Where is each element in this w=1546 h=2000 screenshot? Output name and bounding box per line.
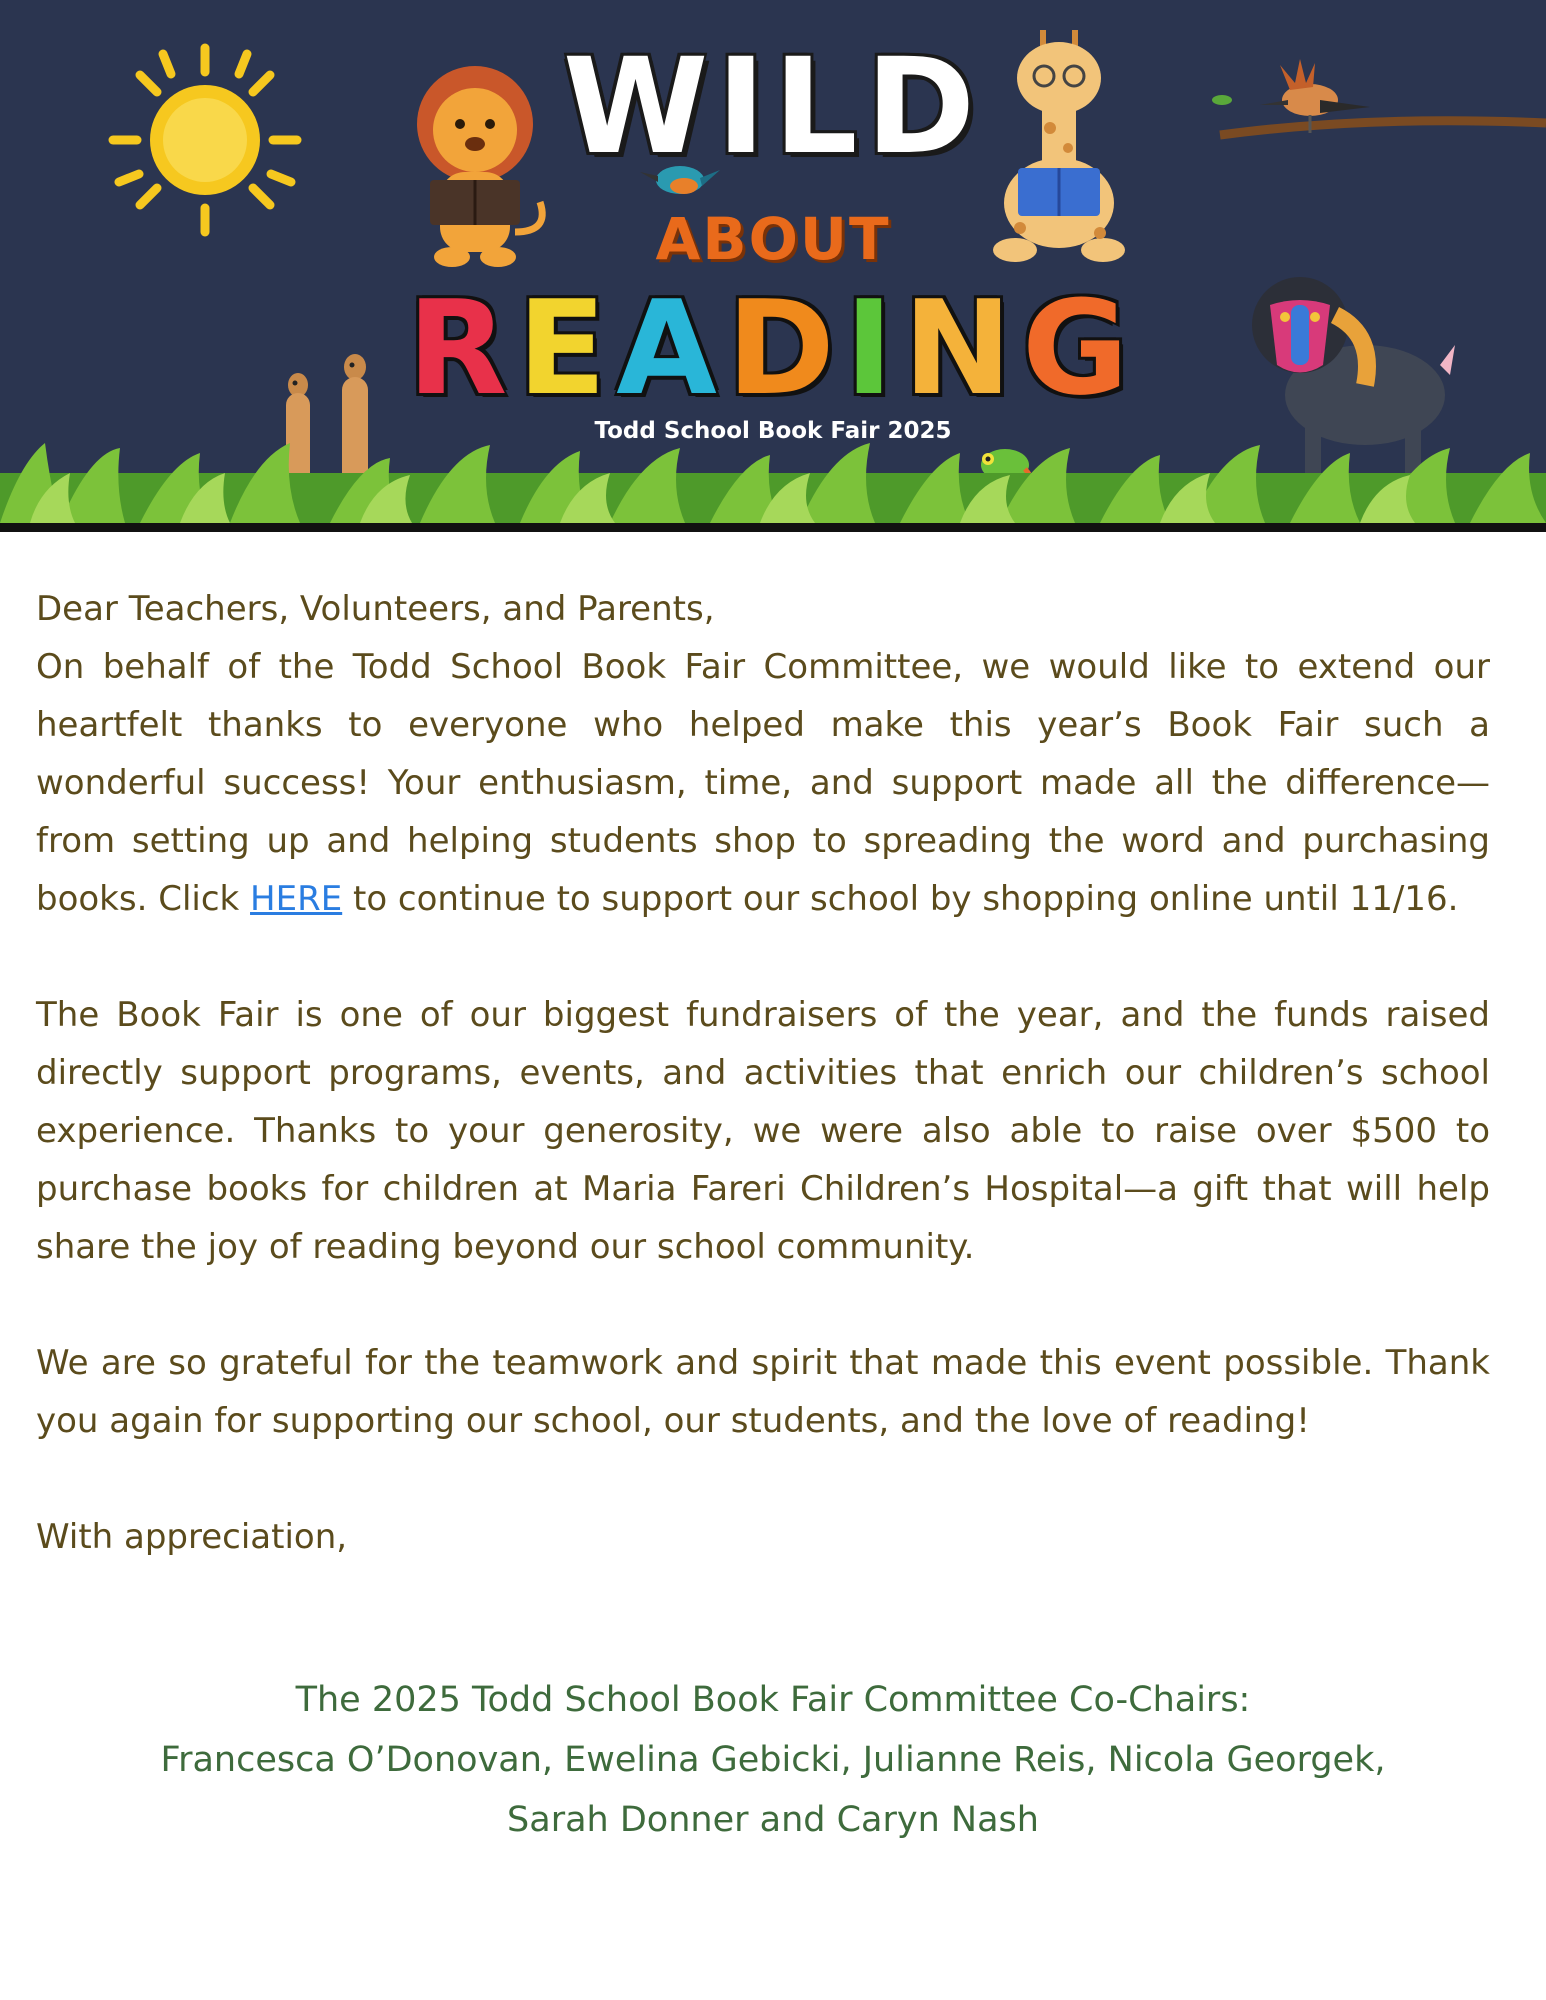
signature-line-names: Francesca O’Donovan, Ewelina Gebicki, Julianne Reis, Nicola Georgek,	[160, 1740, 1386, 1780]
paragraph-spacer	[36, 1276, 1490, 1334]
letter-body	[36, 580, 1490, 1566]
banner-title-wild: WILD	[562, 30, 984, 184]
paragraph-1-text: On behalf of the Todd School Book Fair Committee, we would like to extend our heartfelt thanks to everyone who helped make this year’s Book Fair such a wonderful success! Your enthusiasm, time, and support made all the difference—from setting up and helping students shop to spreading the word and purchasing books. Click	[36, 647, 1490, 919]
reading-letter: A	[616, 272, 727, 424]
reading-letter: G	[1021, 272, 1139, 424]
reading-letter: D	[726, 272, 845, 424]
shop-online-link[interactable]: HERE	[250, 879, 343, 919]
reading-letter: E	[517, 272, 617, 424]
signature-block	[0, 1670, 1546, 1850]
letter-greeting: Dear Teachers, Volunteers, and Parents,	[36, 589, 715, 629]
banner-subtitle: Todd School Book Fair 2025	[594, 418, 952, 444]
signature-line-names-end: Sarah Donner and Caryn Nash	[507, 1800, 1039, 1840]
letter-paragraph-1	[36, 638, 1490, 928]
paragraph-1-text-end: to continue to support our school by shopping online until 11/16.	[342, 879, 1459, 919]
reading-letter: I	[844, 272, 904, 424]
paragraph-spacer	[36, 928, 1490, 986]
banner-title-about: ABOUT	[655, 205, 891, 273]
grass-icon	[0, 433, 1546, 523]
letter-paragraph-2: The Book Fair is one of our biggest fundraisers of the year, and the funds raised directly support programs, events, and activities that enrich our children’s school experience. Thanks to your generosity, we were also able to raise over $500 to purchase books for children at Maria Fareri Children’s Hospital—a gift that will help share the joy of reading beyond our school community.	[36, 995, 1490, 1267]
banner-divider	[0, 523, 1546, 532]
reading-letter: R	[407, 272, 518, 424]
signature-line-title: The 2025 Todd School Book Fair Committee Co-Chairs:	[295, 1680, 1251, 1720]
letter-closing: With appreciation,	[36, 1517, 348, 1557]
reading-letter: N	[903, 272, 1022, 424]
paragraph-spacer	[36, 1450, 1490, 1508]
letter-paragraph-3: We are so grateful for the teamwork and spirit that made this event possible. Thank you again for supporting our school, our students, and the love of reading!	[36, 1343, 1490, 1441]
banner-title-reading	[0, 272, 1546, 424]
header-banner	[0, 0, 1546, 523]
